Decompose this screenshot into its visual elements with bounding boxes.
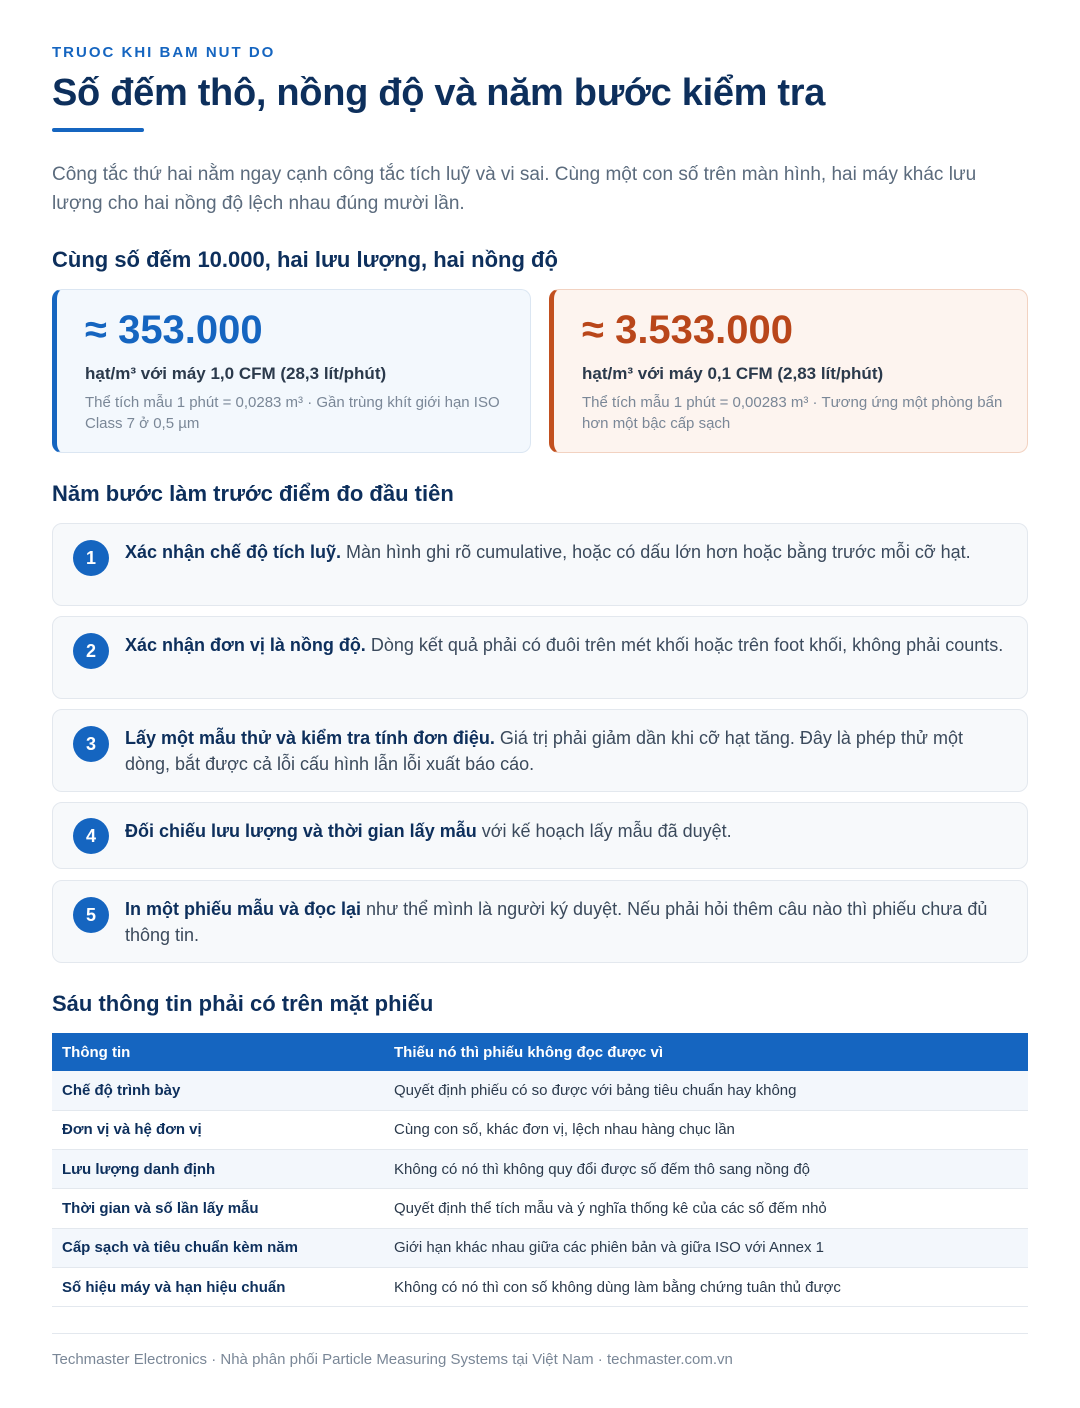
table-row: [52, 1228, 1028, 1267]
step-card-5: [52, 880, 1028, 963]
step-title: In một phiếu mẫu và đọc lại: [125, 899, 362, 919]
comparison-heading: Cùng số đếm 10.000, hai lưu lượng, hai nồng độ: [52, 247, 558, 272]
fields-heading: Sáu thông tin phải có trên mặt phiếu: [52, 991, 434, 1016]
intro-paragraph: Công tắc thứ hai nằm ngay cạnh công tắc tích luỹ và vi sai. Cùng một con số trên màn hình, hai máy khác lưu lượng cho hai nồng độ lệch nhau đúng mười lần.: [52, 164, 977, 214]
stat-card-01cfm: [549, 289, 1028, 453]
step-body: Màn hình ghi rõ cumulative, hoặc có dấu lớn hơn hoặc bằng trước mỗi cỡ hạt.: [341, 542, 971, 562]
step-text: [125, 539, 1009, 565]
step-body: với kế hoạch lấy mẫu đã duyệt.: [476, 821, 732, 841]
title-underline: [52, 128, 144, 132]
field-reason: Cùng con số, khác đơn vị, lệch nhau hàng chục lần: [384, 1110, 1028, 1149]
step-card-3: [52, 709, 1028, 792]
step-body: như thể mình là người ký duyệt. Nếu phải hỏi thêm câu nào thì phiếu chưa đủ thông tin.: [125, 899, 988, 945]
stat-card-1cfm: [52, 289, 531, 453]
table-row: [52, 1110, 1028, 1149]
step-text: [125, 896, 1009, 948]
column-header: Thiếu nó thì phiếu không đọc được vì: [384, 1033, 1028, 1071]
step-title: Đối chiếu lưu lượng và thời gian lấy mẫu: [125, 821, 477, 841]
footer-text: Techmaster Electronics · Nhà phân phối Particle Measuring Systems tại Việt Nam · techmaster.com.vn: [52, 1351, 733, 1368]
field-name: Lưu lượng danh định: [52, 1150, 384, 1189]
step-text: [125, 725, 1009, 777]
field-name: Đơn vị và hệ đơn vị: [52, 1110, 384, 1149]
step-number-badge: 1: [73, 540, 109, 576]
step-number-badge: 4: [73, 818, 109, 854]
page-title: Số đếm thô, nồng độ và năm bước kiểm tra: [52, 72, 826, 114]
table-row: [52, 1071, 1028, 1110]
field-name: Chế độ trình bày: [52, 1071, 384, 1110]
field-name: Thời gian và số lần lấy mẫu: [52, 1189, 384, 1228]
stat-unit: hạt/m³ với máy 1,0 CFM (28,3 lít/phút): [85, 364, 387, 383]
step-title: Lấy một mẫu thử và kiểm tra tính đơn điệu.: [125, 728, 495, 748]
eyebrow-label: TRUOC KHI BAM NUT DO: [52, 44, 276, 61]
table-header-row: [52, 1033, 1028, 1071]
step-title: Xác nhận đơn vị là nồng độ.: [125, 635, 366, 655]
table-row: [52, 1150, 1028, 1189]
table-row: [52, 1189, 1028, 1228]
step-body: Dòng kết quả phải có đuôi trên mét khối hoặc trên foot khối, không phải counts.: [365, 635, 1004, 655]
stat-note: Thể tích mẫu 1 phút = 0,0283 m³ · Gần trùng khít giới hạn ISO Class 7 ở 0,5 µm: [85, 394, 500, 432]
stat-unit: hạt/m³ với máy 0,1 CFM (2,83 lít/phút): [582, 364, 884, 383]
step-card-4: [52, 802, 1028, 869]
step-card-1: [52, 523, 1028, 606]
column-header: Thông tin: [52, 1033, 384, 1071]
stat-value: ≈ 353.000: [85, 308, 263, 352]
step-number-badge: 2: [73, 633, 109, 669]
stat-note: Thể tích mẫu 1 phút = 0,00283 m³ · Tương ứng một phòng bẩn hơn một bậc cấp sạch: [582, 394, 1003, 432]
field-name: Số hiệu máy và hạn hiệu chuẩn: [52, 1267, 384, 1306]
stat-value: ≈ 3.533.000: [582, 308, 794, 352]
required-fields-table: [52, 1033, 1028, 1307]
field-reason: Không có nó thì con số không dùng làm bằng chứng tuân thủ được: [384, 1267, 1028, 1306]
step-text: [125, 632, 1009, 658]
step-text: [125, 818, 1009, 844]
step-body: Giá trị phải giảm dần khi cỡ hạt tăng. Đây là phép thử một dòng, bắt được cả lỗi cấu hình lẫn lỗi xuất báo cáo.: [125, 728, 963, 774]
field-reason: Giới hạn khác nhau giữa các phiên bản và giữa ISO với Annex 1: [384, 1228, 1028, 1267]
table-row: [52, 1267, 1028, 1306]
field-reason: Quyết định thể tích mẫu và ý nghĩa thống kê của các số đếm nhỏ: [384, 1189, 1028, 1228]
step-card-2: [52, 616, 1028, 699]
step-number-badge: 3: [73, 726, 109, 762]
field-reason: Quyết định phiếu có so được với bảng tiêu chuẩn hay không: [384, 1071, 1028, 1110]
step-number-badge: 5: [73, 897, 109, 933]
field-name: Cấp sạch và tiêu chuẩn kèm năm: [52, 1228, 384, 1267]
step-title: Xác nhận chế độ tích luỹ.: [125, 542, 342, 562]
footer-divider: [52, 1333, 1028, 1334]
steps-heading: Năm bước làm trước điểm đo đầu tiên: [52, 481, 454, 506]
field-reason: Không có nó thì không quy đổi được số đếm thô sang nồng độ: [384, 1150, 1028, 1189]
